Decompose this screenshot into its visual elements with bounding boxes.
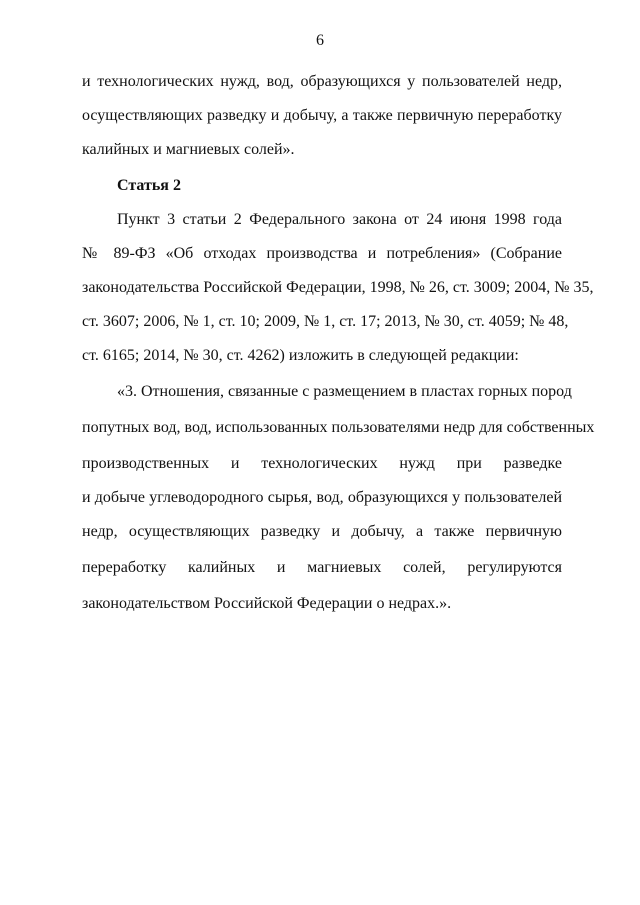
paragraph-3-line-6: переработку калийных и магниевых солей, регулируются — [82, 559, 562, 576]
paragraph-1-line-2: осуществляющих разведку и добычу, а также первичную переработку — [82, 107, 562, 124]
paragraph-2-line-1: Пункт 3 статьи 2 Федерального закона от 24 июня 1998 года — [117, 211, 562, 228]
paragraph-1-line-1: и технологических нужд, вод, образующихся у пользователей недр, — [82, 73, 562, 90]
paragraph-2-line-2: № 89-ФЗ «Об отходах производства и потребления» (Собрание — [82, 245, 562, 262]
article-heading: Статья 2 — [117, 177, 181, 194]
paragraph-3-line-2: попутных вод, вод, использованных пользователями недр для собственных — [82, 419, 595, 436]
paragraph-2-line-4: ст. 3607; 2006, № 1, ст. 10; 2009, № 1, ст. 17; 2013, № 30, ст. 4059; № 48, — [82, 313, 569, 330]
paragraph-3-line-3: производственных и технологических нужд при разведке — [82, 455, 562, 472]
page-number: 6 — [316, 32, 324, 49]
paragraph-2-line-5: ст. 6165; 2014, № 30, ст. 4262) изложить в следующей редакции: — [82, 347, 519, 364]
paragraph-1-line-3: калийных и магниевых солей». — [82, 141, 295, 158]
paragraph-3-line-1: «3. Отношения, связанные с размещением в пластах горных пород — [117, 383, 572, 400]
paragraph-3-line-5: недр, осуществляющих разведку и добычу, а также первичную — [82, 523, 562, 540]
paragraph-2-line-3: законодательства Российской Федерации, 1998, № 26, ст. 3009; 2004, № 35, — [82, 279, 594, 296]
paragraph-3-line-7: законодательством Российской Федерации о недрах.». — [82, 595, 452, 612]
paragraph-3-line-4: и добыче углеводородного сырья, вод, образующихся у пользователей — [82, 489, 562, 506]
